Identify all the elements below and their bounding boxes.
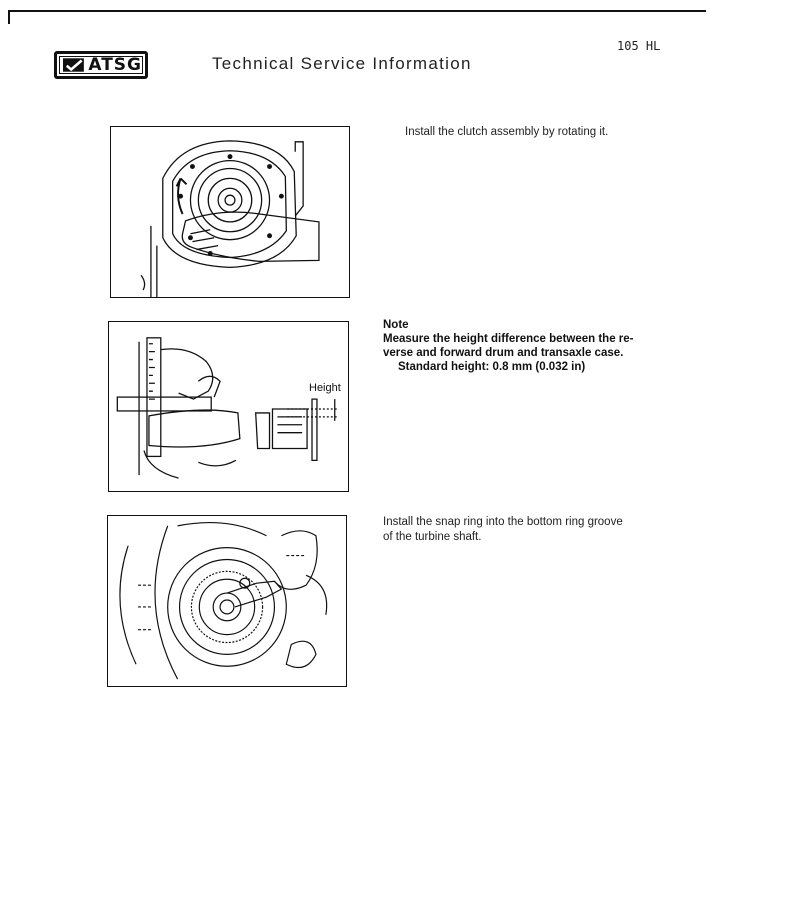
page-title: Technical Service Information [212,54,472,73]
snap-ring-figure [107,515,347,687]
snap-ring-illustration [108,516,346,686]
clutch-install-figure [110,126,350,298]
note-line-2: verse and forward drum and transaxle case. [383,347,624,359]
corner-rule [8,10,10,24]
logo-text: ATSG [88,55,142,75]
step-3-line-2: of the turbine shaft. [383,531,482,543]
atsg-logo [54,51,148,79]
measurement-note [383,318,653,374]
height-measurement-figure [108,321,349,492]
checkmark-icon [63,55,85,75]
height-label: Height [309,382,341,394]
step-3-line-1: Install the snap ring into the bottom ring groove [383,516,623,528]
note-heading: Note [383,319,409,331]
step-1-text: Install the clutch assembly by rotating it. [405,126,609,138]
page-number: 105 HL [617,39,661,53]
measurement-illustration [109,322,348,491]
clutch-illustration [111,127,349,297]
note-line-1: Measure the height difference between the re- [383,333,634,345]
step-3-text [383,515,653,545]
standard-height-spec: Standard height: 0.8 mm (0.032 in) [398,361,586,373]
top-rule [8,10,706,12]
